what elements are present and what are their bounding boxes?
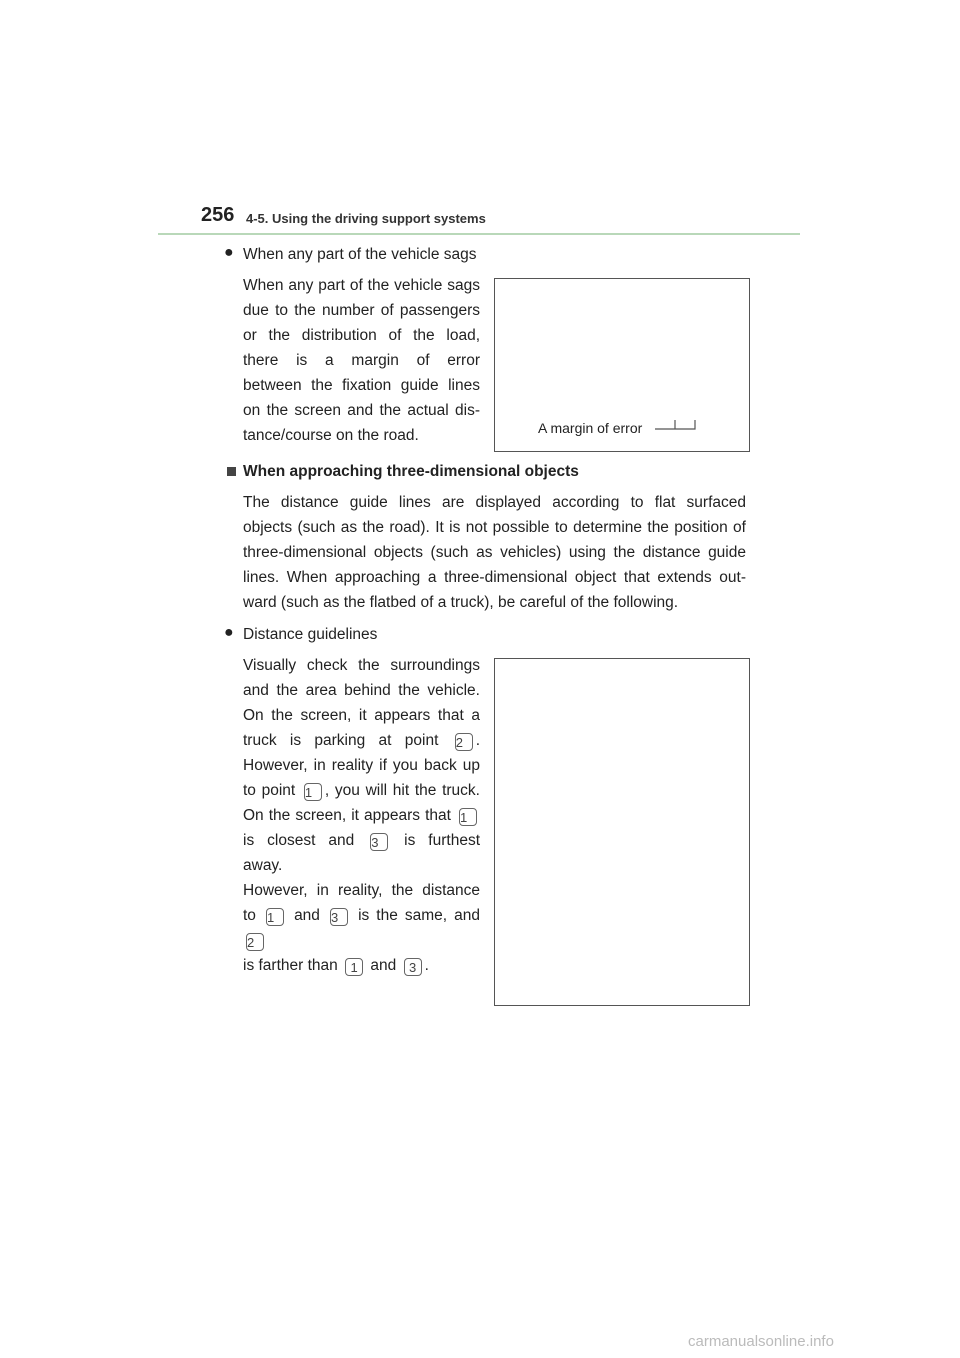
three-d-line: lines. When approaching a three-dimensional object that extends out-	[243, 569, 746, 586]
distance-figure	[494, 658, 750, 1006]
three-d-line: objects (such as the road). It is not possible to determine the position of	[243, 519, 746, 536]
point-number-badge: 3	[404, 958, 422, 976]
distance-line: to 1 and 3 is the same, and 2	[243, 907, 481, 950]
sag-paragraph	[243, 273, 480, 448]
point-number-badge: 3	[330, 908, 348, 926]
distance-line: Visually check the surroundings	[243, 657, 480, 674]
header-rule	[158, 233, 800, 235]
distance-line: is farther than 1 and 3 .	[243, 957, 429, 975]
distance-paragraph	[243, 653, 480, 978]
sag-line: tance/course on the road.	[243, 427, 419, 444]
distance-line: However, in reality, the distance	[243, 882, 480, 899]
point-number-badge: 2	[455, 733, 473, 751]
bullet-icon: ●	[224, 244, 234, 261]
three-d-heading: When approaching three-dimensional objects	[243, 463, 579, 480]
page-number: 256	[201, 204, 235, 226]
sag-line: on the screen and the actual dis-	[243, 402, 480, 419]
distance-title: Distance guidelines	[243, 626, 378, 643]
three-d-paragraph	[243, 490, 746, 615]
point-number-badge: 3	[370, 833, 388, 851]
watermark: carmanualsonline.info	[688, 1333, 834, 1350]
point-number-badge: 1	[304, 783, 322, 801]
section-title: 4-5. Using the driving support systems	[246, 211, 486, 226]
distance-line: to point 1 , you will hit the truck.	[243, 782, 480, 800]
sag-line: there is a margin of error	[243, 352, 480, 369]
point-number-badge: 1	[345, 958, 363, 976]
distance-line: However, in reality if you back up	[243, 757, 480, 774]
distance-line: On the screen, it appears that 1	[243, 803, 480, 828]
sag-line: When any part of the vehicle sags	[243, 277, 480, 294]
figure-caption: A margin of error	[538, 420, 643, 436]
margin-bracket-icon	[653, 417, 699, 433]
sag-line: due to the number of passengers	[243, 302, 480, 319]
point-number-badge: 2	[246, 933, 264, 951]
three-d-line: ward (such as the flatbed of a truck), be careful of the following.	[243, 594, 679, 611]
three-d-line: The distance guide lines are displayed according to flat surfaced	[243, 494, 746, 511]
distance-line: truck is parking at point 2 .	[243, 732, 480, 750]
sag-line: or the distribution of the load,	[243, 327, 480, 344]
point-number-badge: 1	[459, 808, 477, 826]
three-d-line: three-dimensional objects (such as vehicles) using the distance guide	[243, 544, 746, 561]
section-square-icon	[227, 467, 236, 476]
distance-line: and the area behind the vehicle.	[243, 682, 480, 699]
bullet-icon: ●	[224, 624, 234, 641]
sag-title: When any part of the vehicle sags	[243, 246, 477, 263]
distance-line: On the screen, it appears that a	[243, 707, 480, 724]
point-number-badge: 1	[266, 908, 284, 926]
sag-figure	[494, 278, 750, 452]
distance-line: is closest and 3 is furthest away.	[243, 832, 480, 874]
sag-line: between the fixation guide lines	[243, 377, 480, 394]
